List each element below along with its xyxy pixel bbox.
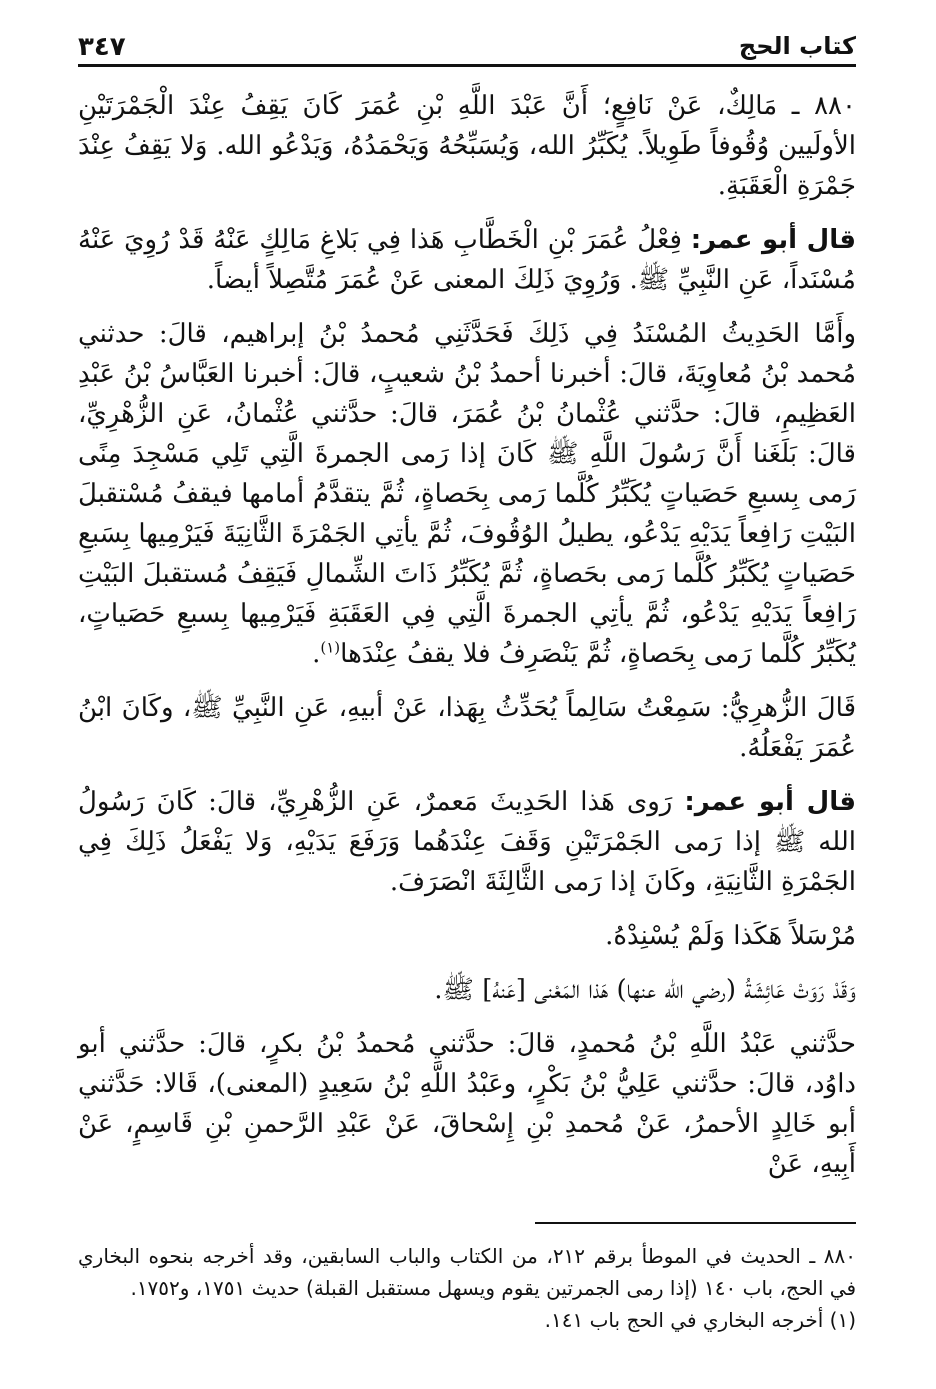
book-title: كتاب الحج [738, 32, 856, 60]
footnote-divider [535, 1222, 856, 1224]
musnad-hadith-text: وأَمَّا الحَدِيثُ المُسْنَدُ فِي ذَلِكَ فَحَدَّثَنِي مُحمدُ بْنُ إبراهيم، قالَ: حدثني مُحمد بْنُ مُعاوِيَةَ، قالَ: أخبرنا أحمدُ بْنُ شعيبٍ، قالَ: أخبرنا العَبَّاسُ بْنُ عَبْدِ العَظِيمِ، قالَ: حدَّثني عُثْمانُ بْنُ عُمَرَ، قالَ: حدَّثني عُثْمانُ، عَنِ الزُّهْرِيِّ، قالَ: بَلَغَنا أَنَّ رَسُولَ اللَّهِ ﷺ كَانَ إذا رَمى الجمرةَ الَّتِي تَلِي مَسْجِدَ مِنًى رَمى بِسبعِ حَصَياتٍ يُكَبِّرُ كُلَّما رَمى بِحَصاةٍ، ثُمَّ يتقدَّمُ أمامها فيقفُ مُسْتقبلَ البَيْتِ رَافِعاً يَدَيْهِ يَدْعُو، يطيلُ الوُقُوفَ، ثُمَّ يأتِي الجَمْرَةَ الثَّانِيَةَ فَيَرْمِيها بِسَبعِ حَصَياتٍ يُكَبِّرُ كُلَّما رَمى بحَصاةٍ، ثُمَّ يُكَبِّرُ ذَاتَ الشِّمالِ فَيَقِفُ مُستقبلَ البَيْتِ رَافِعاً يَدَيْهِ يَدْعُو، ثُمَّ يأتِي الجمرةَ الَّتِي فِي العَقَبَةِ فَيَرْمِيها بِسبعِ حَصَياتٍ، يُكَبِّرُ كُلَّما رَمى بِحَصاةٍ، ثُمَّ يَنْصَرِفُ فلا يقفُ عِنْدَها [78, 319, 856, 669]
footnotes [78, 1240, 856, 1336]
isnad-paragraph: حدَّثني عَبْدُ اللَّهِ بْنُ مُحمدٍ، قالَ: حدَّثني مُحمدُ بْنُ بكرٍ، قالَ: حدَّثني أبو داوُد، قالَ: حدَّثني عَلِيُّ بْنُ بَكْرٍ، وعَبْدُ اللَّهِ بْنُ سَعِيدٍ (المعنى)، قَالا: حَدَّثني أبو خَالِدٍ الأحمرُ، عَنْ مُحمدِ بْنِ إِسْحاقَ، عَنْ عَبْدِ الرَّحمنِ بْنِ قَاسِمٍ، عَنْ أَبِيهِ، عَنْ [78, 1029, 856, 1179]
mursal-line: مُرْسَلاً هَكَذا وَلَمْ يُسْنِدْهُ. [605, 921, 856, 951]
running-header [78, 22, 856, 67]
speaker-label: قال أبو عمر: [684, 787, 856, 817]
footnote-1: (١) أخرجه البخاري في الحج باب ١٤١. [544, 1308, 856, 1332]
footnote-880: ٨٨٠ ـ الحديث في الموطأ برقم ٢١٢، من الكتاب والباب السابقين، وقد أخرجه بنحوه البخاري في الحج، باب ١٤٠ (إذا رمى الجمرتين يقوم ويسهل مستقبل القبلة) حديث ١٧٥١، و١٧٥٢. [78, 1244, 856, 1300]
comment-text: فِعْلُ عُمَرَ بْنِ الْخَطَّابِ هَذا فِي بَلاغِ مَالِكٍ عَنْهُ قَدْ رُوِيَ عَنْهُ مُسْنَداً، عَنِ النَّبِيِّ ﷺ. وَرُوِيَ ذَلِكَ المعنى عَنْ عُمَرَ مُتَّصِلاً أيضاً. [78, 225, 856, 295]
zuhri-paragraph: قَالَ الزُّهرِيُّ: سَمِعْتُ سَالِماً يُحَدِّثُ بِهَذا، عَنْ أبيهِ، عَنِ النَّبِيِّ ﷺ، وكَانَ ابْنُ عُمَرَ يَفْعَلُهُ. [78, 693, 856, 763]
main-text [78, 86, 856, 1184]
sentence-end: . [312, 639, 321, 669]
abu-umar-comment-paragraph [78, 220, 856, 300]
footnote-reference: (١) [320, 638, 341, 657]
aisha-line: وَقَدْ رَوَتْ عَائِشَةُ (رضي الله عنها) هَذا المَعْنى [عَنهُ] ﷺ. [434, 975, 856, 1005]
hadith-880-paragraph: ٨٨٠ ـ مَالِكٌ، عَنْ نَافِعٍ؛ أَنَّ عَبْدَ اللَّهِ بْنِ عُمَرَ كَانَ يَقِفُ عِنْدَ الْجَمْرَتَيْنِ الأولَيين وُقُوفاً طَوِيلاً. يُكَبِّرُ الله، وَيُسَبِّحُهُ وَيَحْمَدُهُ، وَيَدْعُو الله. وَلا يَقِفُ عِنْدَ جَمْرَةِ الْعَقَبَةِ. [78, 91, 856, 201]
abu-umar-second-paragraph [78, 782, 856, 902]
comment-text: رَوى هَذا الحَدِيثَ مَعمرٌ، عَنِ الزُّهْرِيِّ، قالَ: كَانَ رَسُولُ الله ﷺ إذا رَمى الجَمْرَتَيْنِ وَقَفَ عِنْدَهُما وَرَفَعَ يَدَيْهِ، وَلا يَفْعَلُ ذَلِكَ فِي الجَمْرَةِ الثَّانِيَةِ، وكَانَ إذا رَمى الثَّالِثَةَ انْصَرَفَ. [78, 787, 856, 897]
speaker-label: قال أبو عمر: [690, 225, 856, 255]
page-number: ٣٤٧ [78, 32, 126, 62]
musnad-hadith-paragraph [78, 314, 856, 674]
